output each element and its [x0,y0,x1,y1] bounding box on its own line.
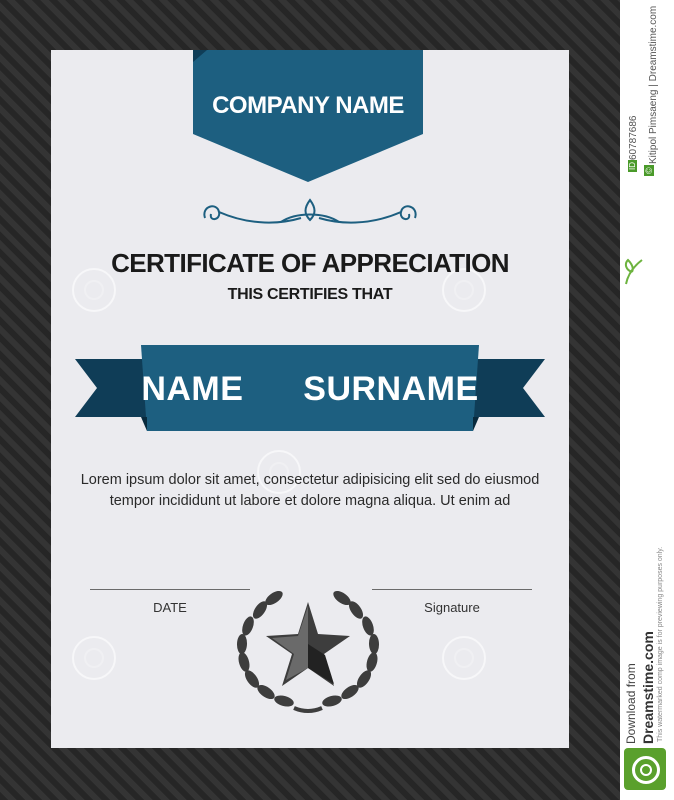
watermark-swirl-icon [442,636,486,680]
recipient-name: NAME SURNAME [141,370,479,408]
disclaimer-text: This watermarked comp image is for previewing purposes only. [657,546,664,742]
date-label: DATE [153,600,187,615]
dreamstime-site[interactable]: Dreamstime.com [640,631,656,744]
laurel-wreath-icon [234,584,382,718]
company-name: COMPANY NAME [212,92,404,119]
flourish-ornament-icon [201,196,419,236]
image-id: 60787686 [628,115,639,160]
watermark-swirl-icon [72,636,116,680]
body-line: tempor incididunt ut labore et dolore magna aliqua. Ut enim ad [109,493,511,509]
signature-label: Signature [424,600,480,615]
dreamstime-logo-icon[interactable] [624,748,666,790]
copyright-badge: © [644,167,654,174]
date-line [90,589,250,590]
download-from-text: Download from [624,663,638,744]
id-badge: ID [628,162,637,170]
certificate-subtitle: THIS CERTIFIES THAT [227,286,393,303]
certificate-body [80,470,540,512]
star-icon [266,602,350,686]
leaf-icon [622,256,644,286]
certificate-title: CERTIFICATE OF APPRECIATION [111,248,509,278]
body-line: Lorem ipsum dolor sit amet, consectetur adipisicing elit sed do eiusmod [80,472,540,488]
author-credit: Kitipol Pimsaeng | Dreamstime.com [648,5,659,164]
signature-line [372,589,532,590]
